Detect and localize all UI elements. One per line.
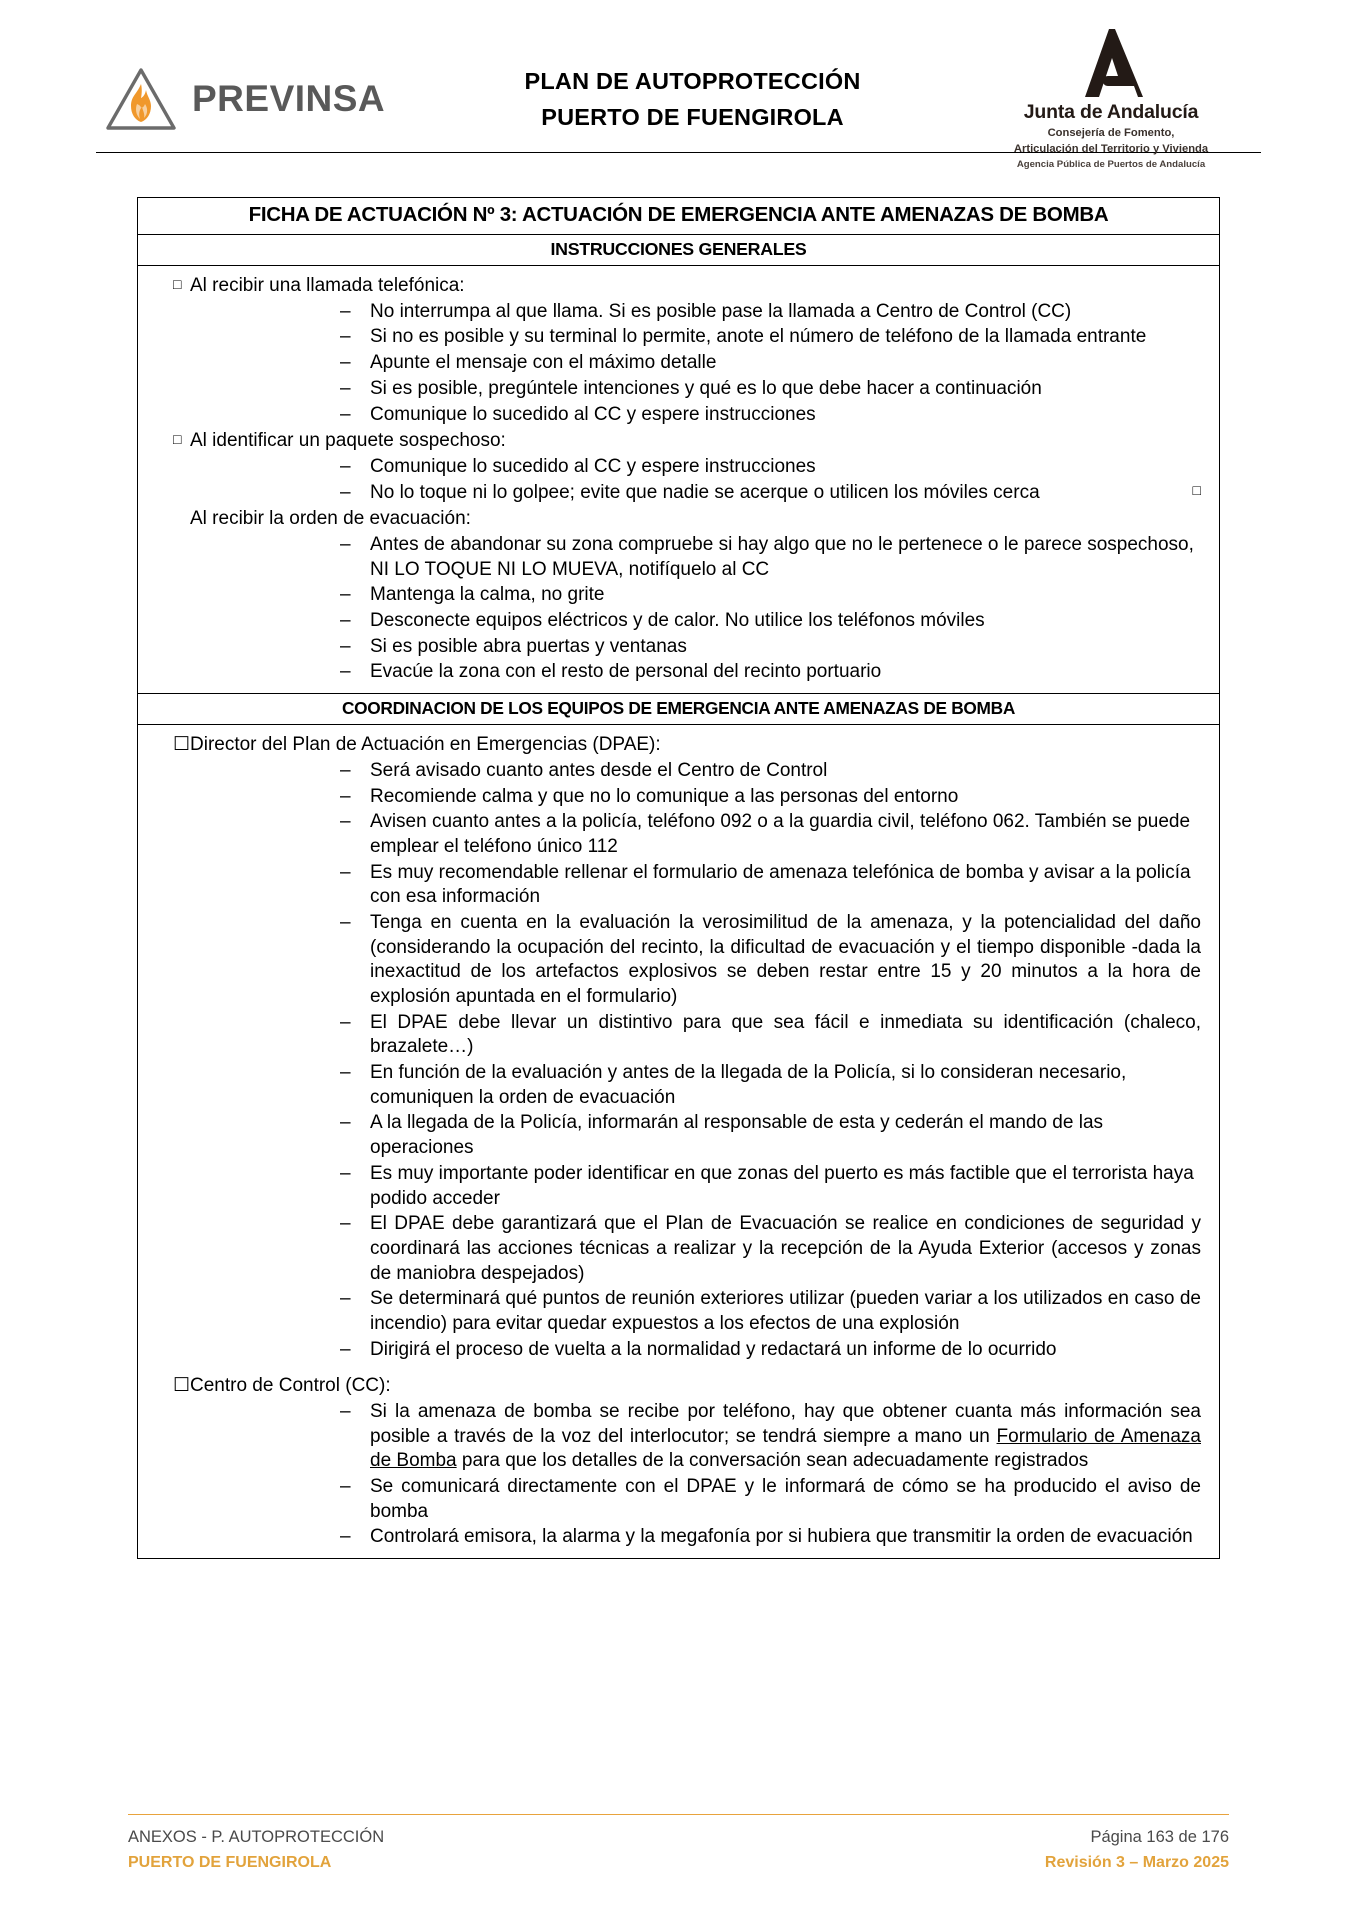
list-item — [340, 403, 1201, 428]
list-item-text: Si es posible abra puertas y ventanas — [370, 635, 687, 657]
list-item-text: Si es posible, pregúntele intenciones y qué es lo que debe hacer a continuación — [370, 377, 1042, 399]
list-item-text: No lo toque ni lo golpee; evite que nadie se acerque o utilicen los móviles cerca — [370, 481, 1040, 503]
list-item — [340, 1212, 1201, 1286]
list-item-text: Dirigirá el proceso de vuelta a la normalidad y redactará un informe de lo ocurrido — [370, 1338, 1057, 1360]
junta-a-mark-icon — [1072, 27, 1150, 99]
list-item-text: Mantenga la calma, no grite — [370, 584, 605, 606]
checkbox-icon: ☐ — [173, 1375, 191, 1397]
footer-row-secondary — [128, 1854, 1229, 1872]
checkbox-icon: ☐ — [173, 734, 191, 756]
list-item — [340, 635, 1201, 660]
list-item-text: En función de la evaluación y antes de la llegada de la Policía, si lo consideran necesario, comuniquen la orden de evacuación — [370, 1062, 1127, 1108]
dash-bullet-icon: – — [340, 811, 351, 833]
list-item — [340, 481, 1201, 506]
dash-bullet-icon: – — [340, 1062, 351, 1084]
group-heading-label: Al identificar un paquete sospechoso: — [190, 430, 506, 452]
list-item-text: Antes de abandonar su zona compruebe si hay algo que no le pertenece o le parece sospechoso, NI LO TOQUE NI LO MUEVA, notifíquelo al CC — [370, 533, 1194, 580]
list-item — [340, 300, 1201, 325]
group-heading — [156, 429, 1201, 454]
list-item — [340, 377, 1201, 402]
list-item-text: Desconecte equipos eléctricos y de calor. No utilice los teléfonos móviles — [370, 610, 985, 632]
ficha-title-band: FICHA DE ACTUACIÓN Nº 3: ACTUACIÓN DE EMERGENCIA ANTE AMENAZAS DE BOMBA — [138, 198, 1219, 235]
list-item — [340, 1011, 1201, 1060]
list-item — [340, 785, 1201, 810]
dash-bullet-icon: – — [340, 661, 351, 683]
list-item — [340, 325, 1201, 350]
section-1-body — [138, 266, 1219, 693]
list-item-text: Evacúe la zona con el resto de personal del recinto portuario — [370, 661, 882, 683]
list-item — [340, 1475, 1201, 1524]
dash-bullet-icon: – — [340, 300, 351, 322]
dash-bullet-icon: – — [340, 610, 351, 632]
list-item — [340, 810, 1201, 859]
flame-triangle-icon — [104, 62, 178, 136]
dash-bullet-icon: – — [340, 785, 351, 807]
footer-divider — [128, 1814, 1229, 1815]
footer-row-primary — [128, 1824, 1229, 1854]
dash-bullet-icon: – — [340, 1476, 351, 1498]
dash-bullet-icon: – — [340, 455, 351, 477]
list-item — [340, 1400, 1201, 1474]
group-heading — [156, 733, 1201, 758]
footer-document-label: ANEXOS - P. AUTOPROTECCIÓN — [128, 1828, 385, 1846]
list-item-text: Se determinará qué puntos de reunión exteriores utilizar (pueden variar a los utilizados en caso de incendio) para evitar quedar expuestos a los efectos de una explosión — [370, 1288, 1201, 1334]
list-item-text: Será avisado cuanto antes desde el Centro de Control — [370, 759, 828, 781]
footer-revision-label: Revisión 3 – Marzo 2025 — [1044, 1854, 1229, 1871]
list-item — [340, 583, 1201, 608]
group-heading — [156, 274, 1201, 299]
dash-bullet-icon: – — [340, 1526, 351, 1548]
section-1-title-band: INSTRUCCIONES GENERALES — [138, 235, 1219, 267]
list-item — [340, 660, 1201, 685]
group-heading-label: Director del Plan de Actuación en Emergencias (DPAE): — [190, 734, 661, 756]
list-item — [340, 759, 1201, 784]
document-title — [424, 63, 961, 136]
list-item — [340, 1061, 1201, 1110]
junta-consejeria-line-1: Consejería de Fomento, — [1047, 126, 1175, 139]
ficha-table — [137, 197, 1220, 1559]
list-item — [340, 351, 1201, 376]
dash-bullet-icon: – — [340, 377, 351, 399]
list-item-text: El DPAE debe llevar un distintivo para que sea fácil e inmediata su identificación (chaleco, brazalete…) — [370, 1011, 1201, 1058]
page-header — [0, 0, 1357, 170]
list-item-text: El DPAE debe garantizará que el Plan de Evacuación se realice en condiciones de seguridad y coordinará las acciones técnicas a realizar y la recepción de la Ayuda Exterior (accesos y zonas de maniobra despejados) — [370, 1213, 1201, 1284]
list-item — [340, 911, 1201, 1010]
list-item — [340, 609, 1201, 634]
dash-bullet-icon: – — [340, 911, 351, 933]
list-item-text: Controlará emisora, la alarma y la megafonía por si hubiera que transmitir la orden de evacuación — [370, 1526, 1193, 1548]
junta-de-andalucia-logo — [961, 27, 1261, 171]
previnsa-logo — [104, 62, 434, 136]
section-2-body — [138, 725, 1219, 1558]
dash-bullet-icon: – — [340, 635, 351, 657]
list-item — [340, 1525, 1201, 1550]
list-item-text: Comunique lo sucedido al CC y espere instrucciones — [370, 403, 816, 425]
list-item — [340, 1111, 1201, 1160]
list-item — [340, 533, 1201, 582]
dash-bullet-icon: – — [340, 1213, 351, 1235]
list-item-text: Si la amenaza de bomba se recibe por teléfono, hay que obtener cuanta más información sea posible a través de la voz del interlocutor; se tendrá siempre a mano un Formulario de Amenaza de Bomba para que los detalles de la conversación sean adecuadamente registrados — [370, 1401, 1201, 1472]
list-item-text: Recomiende calma y que no lo comunique a las personas del entorno — [370, 785, 959, 807]
junta-name: Junta de Andalucía — [1023, 100, 1199, 123]
dash-bullet-icon: – — [340, 861, 351, 883]
dash-bullet-icon: – — [340, 1162, 351, 1184]
list-item-text: Avisen cuanto antes a la policía, teléfono 092 o a la guardia civil, teléfono 062. También se puede emplear el teléfono único 112 — [370, 811, 1191, 857]
document-title-line-1: PLAN DE AUTOPROTECCIÓN — [524, 67, 861, 94]
list-item-text: A la llegada de la Policía, informarán al responsable de esta y cederán el mando de las operaciones — [370, 1112, 1104, 1159]
list-item — [340, 455, 1201, 480]
list-item-text: Es muy importante poder identificar en que zonas del puerto es más factible que el terrorista haya podido acceder — [370, 1162, 1194, 1209]
group-heading-label: Centro de Control (CC): — [190, 1375, 391, 1397]
square-bullet-icon: □ — [173, 431, 182, 448]
dash-bullet-icon: – — [340, 326, 351, 348]
dash-bullet-icon: – — [340, 352, 351, 374]
junta-consejeria-line-2: Articulación del Territorio y Vivienda — [1013, 143, 1209, 156]
list-item — [340, 1338, 1201, 1363]
list-item-text: No interrumpa al que llama. Si es posible pase la llamada a Centro de Control (CC) — [370, 300, 1072, 322]
group-heading — [156, 1374, 1201, 1399]
dash-bullet-icon: – — [340, 759, 351, 781]
dash-bullet-icon: – — [340, 1112, 351, 1134]
list-item-text: Apunte el mensaje con el máximo detalle — [370, 352, 717, 374]
dash-bullet-icon: – — [340, 584, 351, 606]
square-bullet-icon: □ — [173, 276, 182, 293]
section-2-title-band: COORDINACION DE LOS EQUIPOS DE EMERGENCIA ANTE AMENAZAS DE BOMBA — [138, 693, 1219, 725]
footer-site-label: PUERTO DE FUENGIROLA — [128, 1854, 332, 1871]
trailing-square-bullet-icon: □ — [1192, 481, 1201, 498]
footer-page-number: Página 163 de 176 — [1090, 1828, 1229, 1846]
dash-bullet-icon: – — [340, 1288, 351, 1310]
list-item-text: Comunique lo sucedido al CC y espere instrucciones — [370, 455, 816, 477]
group-heading — [156, 507, 1201, 532]
dash-bullet-icon: – — [340, 481, 351, 503]
dash-bullet-icon: – — [340, 1338, 351, 1360]
list-item — [340, 1287, 1201, 1336]
list-item-text: Si no es posible y su terminal lo permite, anote el número de teléfono de la llamada entrante — [370, 326, 1147, 348]
dash-bullet-icon: – — [340, 403, 351, 425]
junta-agencia-line: Agencia Pública de Puertos de Andalucía — [1016, 158, 1206, 170]
list-item — [340, 1162, 1201, 1211]
dash-bullet-icon: – — [340, 533, 351, 555]
list-item — [340, 861, 1201, 910]
list-item-text: Es muy recomendable rellenar el formulario de amenaza telefónica de bomba y avisar a la policía con esa información — [370, 861, 1191, 908]
list-item-text: Se comunicará directamente con el DPAE y le informará de cómo se ha producido el aviso de bomba — [370, 1476, 1201, 1522]
group-heading-label: Al recibir una llamada telefónica: — [190, 275, 465, 297]
list-item-text: Tenga en cuenta en la evaluación la verosimilitud de la amenaza, y la potencialidad del daño (considerando la ocupación del recinto, la dificultad de evacuación y el tiempo disponible -dada la inexactitud de los artefactos explosivos se deben restar entre 15 y 20 minutos a la hora de explosión apuntada en el formulario) — [370, 911, 1201, 1007]
document-title-line-2: PUERTO DE FUENGIROLA — [541, 104, 844, 130]
previnsa-wordmark: PREVINSA — [192, 78, 386, 119]
dash-bullet-icon: – — [340, 1011, 351, 1033]
page-footer — [0, 1814, 1357, 1872]
group-heading-label: Al recibir la orden de evacuación: — [190, 508, 471, 530]
dash-bullet-icon: – — [340, 1401, 351, 1422]
